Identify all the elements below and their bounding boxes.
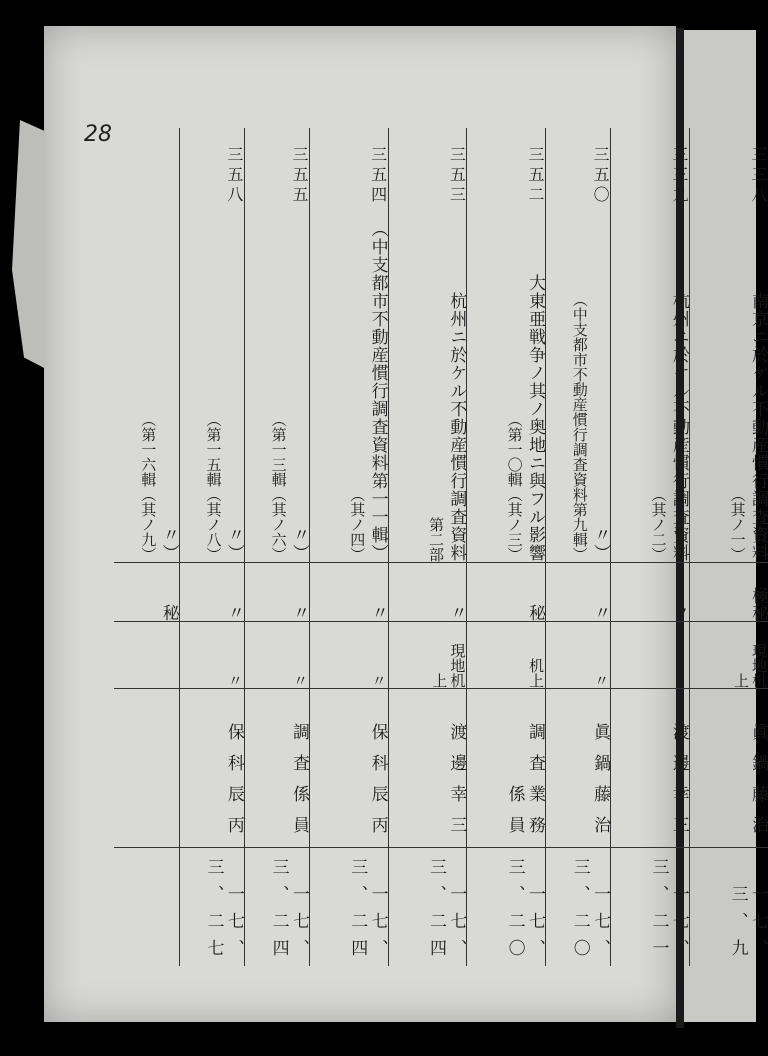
entry-title-sub: （其ノ六）第一三輯）	[269, 412, 288, 562]
entry-title-sub: （其ノ二）	[649, 487, 668, 562]
entry-date	[114, 848, 179, 967]
entry-title	[689, 206, 768, 563]
entry-title-main: （〃	[289, 526, 309, 562]
entry-title-main: （中支都市不動産慣行調査資料第一一輯）	[367, 220, 388, 562]
entry-office: 渡邊幸三	[388, 689, 467, 848]
entry-title-main: （〃	[590, 526, 611, 562]
entry-title-sub: （其ノ九）第一六輯）	[139, 412, 158, 562]
entry-title-main: 杭州ニ於ケル不動産慣行調査資料	[446, 292, 467, 562]
entry-title-sub: （中支都市不動産慣行調査資料第九輯）	[570, 292, 589, 562]
entry-office: 保科辰丙	[179, 689, 244, 848]
entry-date: 一七、三、二四	[388, 848, 467, 967]
page-number: 28	[84, 122, 112, 147]
entry-classification: 〃	[546, 563, 611, 622]
entry-office: 渡邊幸三	[611, 689, 690, 848]
entry-location: 〃	[546, 622, 611, 689]
entry-classification: 秘	[467, 563, 546, 622]
entry-location: 〃	[244, 622, 309, 689]
entry-title-main: （〃	[223, 526, 244, 562]
entry-title-row	[114, 206, 768, 563]
entry-title	[114, 206, 179, 563]
entry-date-row	[114, 848, 768, 967]
torn-tab	[8, 120, 48, 370]
entry-date: 一七、三、二〇	[467, 848, 546, 967]
entry-number: 三五二	[467, 128, 546, 206]
entry-classification: 〃	[388, 563, 467, 622]
entry-title	[179, 206, 244, 563]
entry-classification: 〃	[611, 563, 690, 622]
entry-location-row	[114, 622, 768, 689]
entry-title	[467, 206, 546, 563]
entry-location: 〃	[310, 622, 389, 689]
entry-date: 一七、三、九	[689, 848, 768, 967]
entry-title-sub: （其ノ三）第一〇輯）	[505, 412, 524, 562]
entry-location: 現地机上	[689, 622, 768, 689]
entry-number: 三三八	[689, 128, 768, 206]
entry-location: 机上	[467, 622, 546, 689]
entry-number: 三五四	[310, 128, 389, 206]
entry-classification-row	[114, 563, 768, 622]
entry-location	[114, 622, 179, 689]
entry-date: 一七、三、二〇	[546, 848, 611, 967]
entry-title-sub: （其ノ八）第一五輯）	[204, 412, 223, 562]
entry-title-main: 杭州ニ於ケル不動産慣行調査資料	[668, 292, 689, 562]
entry-number: 三五八	[179, 128, 244, 206]
entry-title	[388, 206, 467, 563]
entry-number: 三五三	[388, 128, 467, 206]
entry-title	[611, 206, 690, 563]
entry-classification: 〃	[244, 563, 309, 622]
entry-office: 眞鍋藤治	[689, 689, 768, 848]
entry-office	[114, 689, 179, 848]
entry-title-main: 大東亜戦争ノ其ノ奥地ニ與フル影響	[525, 274, 546, 562]
entry-location: 現地机上	[388, 622, 467, 689]
entry-title-sub: 第二部	[426, 517, 445, 562]
entry-classification: 〃	[310, 563, 389, 622]
entry-title-main: （〃	[158, 526, 179, 562]
entry-title	[310, 206, 389, 563]
entry-date: 一七、三、二四	[244, 848, 309, 967]
entry-classification: 秘	[114, 563, 179, 622]
entry-office: 調査係員	[244, 689, 309, 848]
entry-office: 眞鍋藤治	[546, 689, 611, 848]
entry-classification: 〃	[179, 563, 244, 622]
entry-location: 〃	[611, 622, 690, 689]
entry-title-sub: （其ノ四）	[348, 487, 367, 562]
register-table	[114, 128, 768, 966]
entry-office: 調査業務係員	[467, 689, 546, 848]
entry-number: 三三九	[611, 128, 690, 206]
entry-classification: 極秘	[689, 563, 768, 622]
entry-number: 三五五	[244, 128, 309, 206]
entry-title-main: 南京ニ於ケル不動産慣行調査資料	[748, 292, 768, 562]
entry-date: 一七、三、二一	[611, 848, 690, 967]
entry-title-sub: （其ノ一）	[728, 487, 747, 562]
entry-title	[244, 206, 309, 563]
entry-location: 〃	[179, 622, 244, 689]
entry-date: 一七、三、二七	[179, 848, 244, 967]
entry-number-row	[114, 128, 768, 206]
entry-number: 三五〇	[546, 128, 611, 206]
entry-office: 保科辰丙	[310, 689, 389, 848]
entry-number	[114, 128, 179, 206]
entry-office-row	[114, 689, 768, 848]
entry-date: 一七、三、二四	[310, 848, 389, 967]
entry-title	[546, 206, 611, 563]
